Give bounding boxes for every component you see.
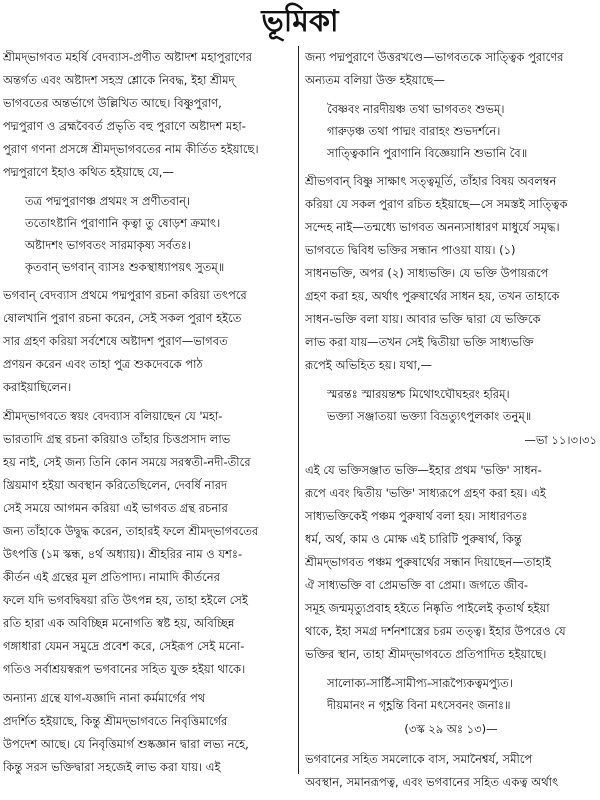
text-line: কিন্তু সরস ভক্তিদ্বারা সহজেই লাভ করা যায়। এই (3, 760, 221, 774)
text-line: শ্রীমদ্‌ভাগবত মহর্ষি বেদব্যাস-প্রণীত অষ্টাদশ মহাপুরাণের (3, 50, 253, 64)
verse-line: ভক্ত্যা সঞ্জাতয়া ভক্ত্যা বিভ্রত্যুৎপুলকাং তনুম্‌॥ (327, 409, 532, 423)
verse-line: বৈষ্ণবং নারদীয়ঞ্চ তথা ভাগবতং শুভম্‌। (327, 102, 505, 116)
text-line: সাধন-ভক্তি বলা যায়। আবার ভক্তি দ্বারা যে ভক্তিকে (305, 312, 541, 326)
text-line: প্রণয়ন করেন এবং তাহা পুত্র শুকদেবকে পাঠ (3, 357, 203, 371)
verse-reference: —ভা ১১।৩।৩১ (524, 433, 597, 447)
page-title: ভূমিকা (261, 4, 339, 39)
right-paragraph-2 (305, 170, 597, 377)
text-line: ষোলখানি পুরাণ রচনা করেন, সেই সকল পুরাণ হইতে (3, 311, 242, 325)
text-line: সেই সময়ে আগমন করিয়া এই ভাগবত গ্রন্থ রচনার (3, 501, 228, 515)
text-line: উপদেশ আছে। যে নিবৃত্তিমার্গ শুষ্কজ্ঞান দ্বারা লভ্য নহে, (3, 737, 249, 751)
verse-line: দীয়মানং ন গৃহ্ণন্তি বিনা মৎসেবনং জনাঃ॥ (327, 698, 511, 712)
right-verse-1 (305, 98, 597, 164)
text-line: ভগবান্‌ বেদব্যাস প্রথমে পদ্মপুরাণ রচনা করিয়া তৎপরে (3, 288, 247, 302)
text-line: ভাগবতের অন্তর্ভাগে উল্লিখিত আছে। বিষ্ণুপুরাণ, (3, 96, 222, 110)
text-line: শ্রীভগবান্‌ বিষ্ণু সাক্ষাৎ সত্ত্বমূর্তি, তাঁহার বিষয় অবলম্বন (305, 174, 557, 188)
text-line: গতিও সর্বাশ্রয়স্বরূপ ভগবানের সহিত যুক্ত হইয়া থাকে। (3, 662, 246, 676)
right-paragraph-3 (305, 459, 597, 666)
left-paragraph-3 (3, 405, 291, 681)
column-divider (298, 46, 299, 774)
text-line: সাধনভক্তি, অপর (২) সাধ্যভক্তি। যে ভক্তি উপায়রূপে (305, 266, 549, 280)
verse-line: সালোক্য-সার্ষ্টি-সামীপ্য-সারূপ্যৈকত্বমপ্যুত। (327, 676, 513, 690)
text-line: অবস্থান, সমানরূপত্ব, এবং ভগবানের সহিত একত্ব অর্থাৎ (305, 775, 559, 789)
left-verse-1 (3, 190, 291, 278)
text-line: সমূহ জন্মমৃত্যুপ্রবাহ হইতে নিষ্কৃতি পাইলেই কৃতার্থ হইয়া (305, 601, 550, 615)
verse-line: তত্র পদ্মপুরাণঞ্চ প্রথমং স প্রণীতবান্‌। (25, 194, 191, 208)
text-line: অন্তর্গত এবং অষ্টাদশ সহস্র শ্লোকে নিবদ্ধ, ইহা শ্রীমদ্‌ (3, 73, 235, 87)
text-line: ফলে যদি ভগবদ্বিষয়া রতি উৎপন্ন হয়, তাহা হইলে সেই (3, 593, 248, 607)
verse-reference: (৩স্ক ২৯ অঃ ১৩)— (404, 722, 498, 736)
text-line: জন্য তাঁহাকে উদ্বুদ্ধ করেন, তাহারই ফলে শ্রীমদ্‌ভাগবতের (3, 524, 259, 538)
text-line: করাইয়াছিলেন। (3, 380, 72, 394)
text-line: রূপে এবং দ্বিতীয় 'ভক্তি' সাধ্যরূপে গ্রহণ করা হয়। এই (305, 486, 546, 500)
text-line: লাভ করা যায়—তখন সেই দ্বিতীয়া ভক্তি সাধ্যভক্তি (305, 335, 534, 349)
right-verse-3 (305, 672, 597, 716)
text-line: অন্যান্য গ্রন্থে যাগ-যজ্ঞাদি নানা কর্মমার্গের পথ (3, 691, 206, 705)
right-column (305, 46, 597, 800)
text-line: শ্রীমদ্‌ভাগবত পঞ্চম পুরুষার্থের সন্ধান দিয়াছেন—তাহাই (305, 555, 552, 569)
text-line: ভগবানের সহিত সমলোকে বাস, সমানৈশ্বর্য, সমীপে (305, 752, 533, 766)
text-line: করিয়া যে সকল পুরাণ রচিত হইয়াছে—সে সমস্তই সাত্ত্বিক (305, 197, 568, 211)
right-paragraph-1 (305, 46, 597, 92)
text-line: রূপেই অভিহিত হয়। যথা,— (305, 358, 433, 372)
text-line: পদ্মপুরাণে ইহাও কথিত হইয়াছে যে,— (3, 165, 174, 179)
text-line: ধর্ম, অর্থ, কাম ও মোক্ষ এই চারিটি পুরুষার্থ, কিন্তু (305, 532, 522, 546)
verse-line: ততোঽষ্টানি পুরাণানি কৃত্বা তু ষোড়শ ক্রমাৎ। (25, 216, 221, 230)
text-line: রতি হারা এক অবিচ্ছিন্ন মনোগতি স্বষ্ট হয়, অবিচ্ছিন্ন (3, 616, 235, 630)
text-line: কীর্তন এই গ্রন্থের মূল প্রতিপাদ্য। নামাদি কীর্তনের (3, 570, 220, 584)
verse-line: অষ্টাদশং ভাগবতং সারমাকৃষ্য সর্বতঃ। (25, 238, 191, 252)
left-column (3, 46, 291, 785)
verse-line: সাত্ত্বিকানি পুরাণানি বিজ্ঞেয়ানি শুভানি বৈ॥ (327, 146, 528, 160)
verse-line: কৃতবান্‌ ভগবান্‌ ব্যাসঃ শুকস্থাধ্যাপয়ৎ সুতম্‌॥ (25, 260, 225, 274)
text-line: খ্রিয়মাণ হইয়া অবস্থান করিতেছিলেন, দেবর্ষি নারদ (3, 478, 228, 492)
right-paragraph-4 (305, 748, 597, 794)
verse-line: গারুড়ঞ্চ তথা পাদ্মং বারাহং শুভদর্শনে। (327, 124, 501, 138)
text-line: শ্রীমদ্‌ভাগবতে স্বয়ং বেদব্যাস বলিয়াছেন যে 'মহা- (3, 409, 223, 423)
text-line: সার গ্রহণ করিয়া সর্বশেষে অষ্টাদশ পুরাণ—ভাগবত (3, 334, 228, 348)
text-line: প্রদর্শিত হইয়াছে, কিন্তু শ্রীমদ্‌ভাগবতে নিবৃত্তিমার্গের (3, 714, 228, 728)
text-line: হয় নাই, সেই জন্য তিনি কোন সময়ে সরস্বতী-নদী-তীরে (3, 455, 251, 469)
text-line: ভাগবতে দ্বিবিধ ভক্তির সন্ধান পাওয়া যায়। (১) (305, 243, 516, 257)
text-line: গঙ্গাধারা যেমন সমুদ্রে প্রবেশ করে, সেইরূপ সেই মনো- (3, 639, 245, 653)
text-line: অন্যতম বলিয়া উক্ত হইয়াছে— (305, 73, 445, 87)
text-line: সাধ্যভক্তিকেই পঞ্চম পুরুষার্থ বলা হয়। সাধারণতঃ (305, 509, 528, 523)
text-line: ঐ সাধ্যভক্তি বা প্রেমভক্তি বা প্রেমা। জগতে জীব- (305, 578, 528, 592)
right-verse-2 (305, 383, 597, 427)
verse-line: স্মরন্তঃ স্মারয়ন্তশ্চ মিথোঽঘৌঘহরং হরিম্‌। (327, 387, 510, 401)
text-line: পদ্মপুরাণ ও ব্রহ্মবৈবর্ত প্রভৃতি বহু পুরাণে অষ্টাদশ মহা- (3, 119, 246, 133)
text-line: থাকে, ইহা সমগ্র দর্শনশাস্ত্রের চরম তত্ত্ব। ইহার উপরেও যে (305, 624, 566, 638)
left-paragraph-2 (3, 284, 291, 399)
text-line: ভারতাদি গ্রন্থ রচনা করিয়াও তাঁহার চিত্তপ্রসাদ লাভ (3, 432, 231, 446)
text-line: জন্য পদ্মপুরাণে উত্তরখণ্ডে—ভাগবতকে সাত্ত্বিক পুরাণের (305, 50, 564, 64)
text-line: এই যে ভক্তিসঞ্জাত ভক্তি—ইহার প্রথম 'ভক্তি' সাধন- (305, 463, 542, 477)
text-line: পুরাণ গণনা প্রসঙ্গে শ্রীমদ্‌ভাগবতের নাম কীর্তিত হইয়াছে। (3, 142, 259, 156)
left-paragraph-1 (3, 46, 291, 184)
left-paragraph-4 (3, 687, 291, 779)
text-line: সন্দেহ নাই—তন্মধ্যে ভাগবত অনন্যসাধারণ মাধুর্যে সমৃদ্ধ। (305, 220, 560, 234)
text-line: গ্রহণ করা হয়, অর্থাৎ পুরুষার্থের সাধন হয়, তখন তাহাকে (305, 289, 560, 303)
text-line: ভক্তির স্থান, তাহা শ্রীমদ্‌ভাগবতে প্রতিপাদিত হইয়াছে। (305, 647, 547, 661)
text-line: উৎপত্তি (১ম স্কন্ধ, ৪র্থ অধ্যায়)। শ্রীহরির নাম ও যশঃ- (3, 547, 243, 561)
